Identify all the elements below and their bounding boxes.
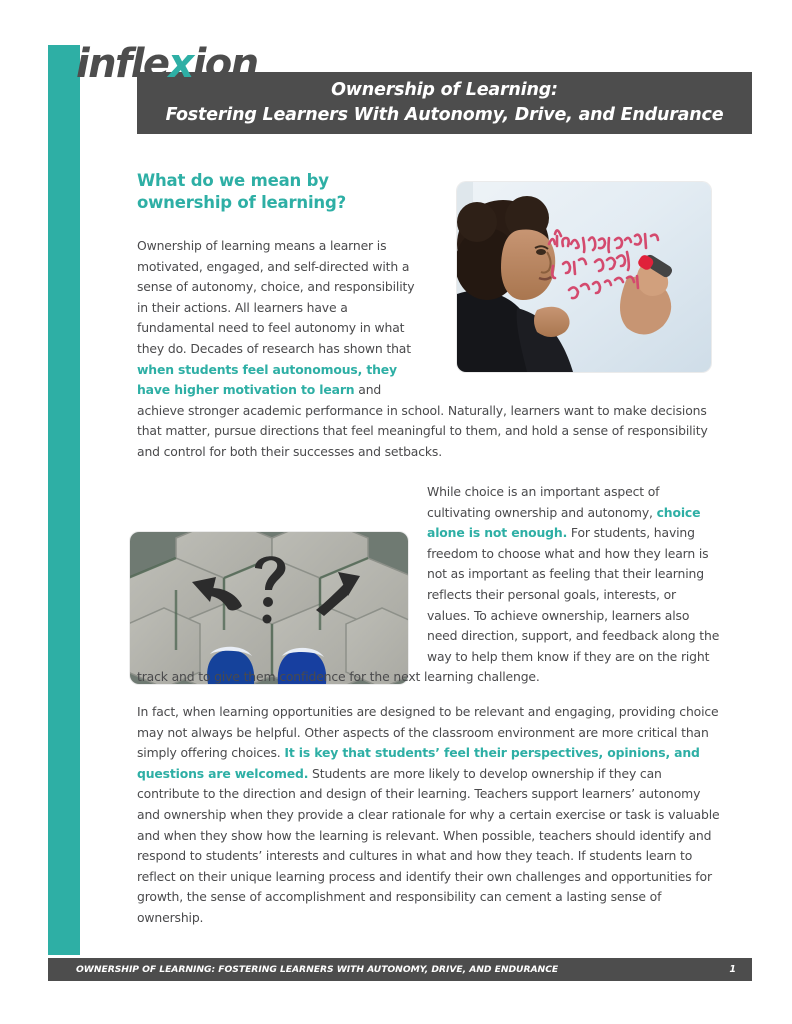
inflexion-logo xyxy=(76,42,258,86)
header-title-line1: Ownership of Learning: xyxy=(331,80,558,101)
paragraph-two-image-spacer xyxy=(137,482,427,650)
paragraph-two-text-a: While choice is an important aspect of cultivating ownership and autonomy, xyxy=(427,484,660,520)
footer-bar xyxy=(48,958,752,981)
logo-accent-x: x xyxy=(168,41,193,87)
page-title xyxy=(137,170,437,214)
section-heading-line1: What do we mean by xyxy=(137,171,329,190)
section-heading-line2: ownership of learning? xyxy=(137,192,346,212)
paragraph-one-image-spacer xyxy=(428,236,720,388)
paragraph-one-text-a: Ownership of learning means a learner is motivated, engaged, and self-directed with a sense of autonomy, choice, and responsibility in their actions. All learners have a fundamental need to feel autonomy in what they do. Decades of research has shown that xyxy=(137,238,415,356)
paragraph-three-highlight: It is key that students’ feel their perspectives, opinions, and questions are welcomed. xyxy=(137,745,700,781)
paragraph-one-highlight: when students feel autonomous, they have higher motivation to learn xyxy=(137,361,397,398)
paragraph-three-text-b: Students are more likely to develop ownership if they can contribute to the direction and design of their learning. Teachers support learners’ autonomy and ownership when they provide a clear rationale for why a certain exercise or task is valuable and when they show how the learning is relevant. When possible, teachers should identify and respond to students’ interests and cultures in what and how they teach. If students learn to reflect on their unique learning process and identify their own challenges and opportunities for growth, the sense of accomplishment and responsibility can cement a lasting sense of ownership. xyxy=(137,765,720,925)
paragraph-one-text-b: and achieve stronger academic performance in school. Naturally, learners want to make decisions that matter, pursue directions that feel meaningful to them, and hold a sense of responsibility and control for both their successes and setbacks. xyxy=(137,382,708,459)
header-title-line2: Fostering Learners With Autonomy, Drive, and Endurance xyxy=(165,105,724,125)
logo-wordmark xyxy=(76,41,258,87)
logo-text-suffix: ion xyxy=(192,41,258,87)
paragraph-two-text-b: For students, having freedom to choose what and how they learn is not as important as feeling that their learning reflects their personal goals, interests, or values. To achieve ownership, learners also need direction, support, and feedback along the way to help them know if they are on the right track and to give them confidence for the next learning challenge. xyxy=(137,525,720,685)
paragraph-two xyxy=(137,482,720,928)
paragraph-two-highlight: choice alone is not enough. xyxy=(427,504,701,541)
left-accent-bar xyxy=(48,45,80,955)
footer-page-number: 1 xyxy=(729,964,736,975)
footer-title: OWNERSHIP OF LEARNING: FOSTERING LEARNERS WITH AUTONOMY, DRIVE, AND ENDURANCE xyxy=(76,964,559,975)
logo-text-prefix: infle xyxy=(76,41,169,87)
paragraph-three-text-a: In fact, when learning opportunities are designed to be relevant and engaging, providing choice may not always be helpful. Other aspects of the classroom environment are more critical than simply offering choices. xyxy=(137,703,719,761)
paragraph-one xyxy=(137,236,720,463)
